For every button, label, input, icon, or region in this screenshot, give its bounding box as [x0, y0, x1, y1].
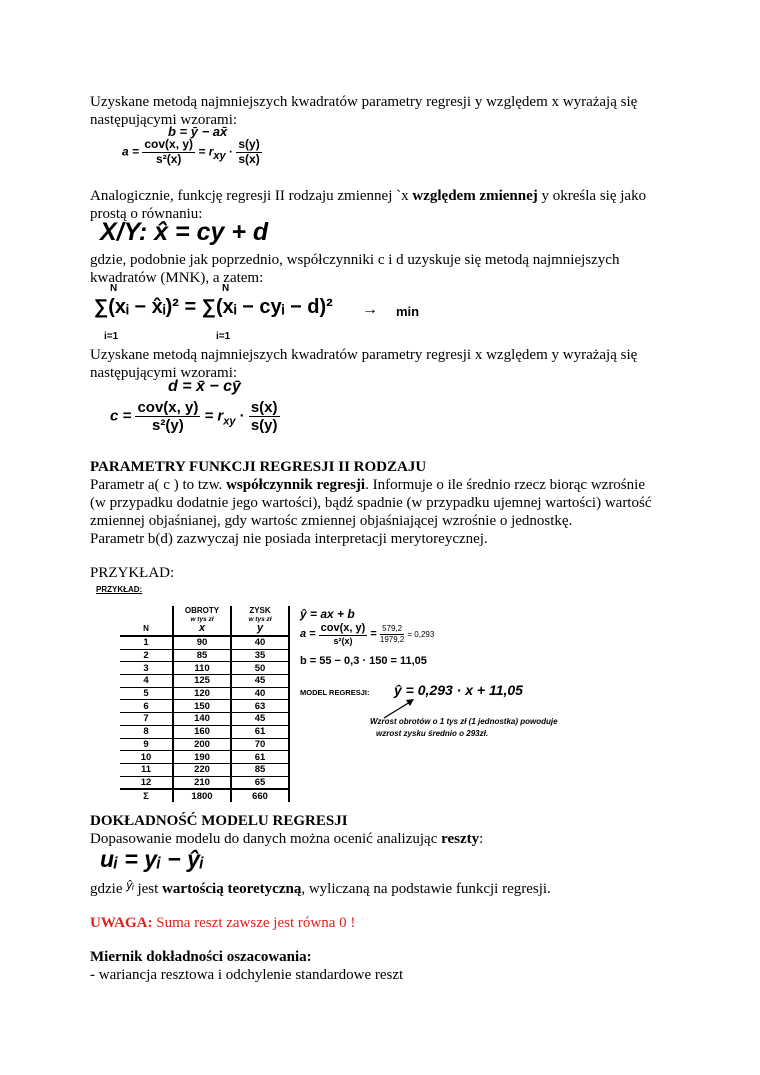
- table-cell: 45: [231, 713, 289, 726]
- table-row: [120, 738, 289, 751]
- heading-parameters: PARAMETRY FUNKCJI REGRESJI II RODZAJU: [90, 459, 427, 475]
- example-label: PRZYKŁAD:: [90, 565, 175, 581]
- para-residuals: Dopasowanie modelu do danych można ocenić analizując reszty:: [90, 831, 484, 847]
- table-cell: 50: [231, 662, 289, 675]
- table-row: [120, 713, 289, 726]
- sum-top-2: N: [222, 283, 230, 294]
- table-cell: 40: [231, 687, 289, 700]
- table-cell: 110: [173, 662, 231, 675]
- table-cell: 4: [120, 675, 173, 688]
- table-cell: Σ: [143, 790, 149, 802]
- table-row: [120, 776, 289, 789]
- table-row: [120, 725, 289, 738]
- para-regression-ii: Analogicznie, funkcję regresji II rodzaju zmiennej `x względem zmiennej y określa się jako: [90, 188, 647, 204]
- table-cell: 40: [231, 636, 289, 649]
- table-cell: 210: [173, 776, 231, 789]
- formula-residual: uᵢ = yᵢ − ŷᵢ: [100, 846, 204, 872]
- heading-accuracy: DOKŁADNOŚĆ MODELU REGRESJI: [90, 813, 348, 829]
- table-cell: 85: [231, 763, 289, 776]
- table-cell: 35: [231, 649, 289, 662]
- table-row: [120, 700, 289, 713]
- warning-text: UWAGA: Suma reszt zawsze jest równa 0 !: [90, 915, 356, 931]
- sum-bottom-2: i=1: [216, 331, 231, 342]
- table-cell: 61: [231, 725, 289, 738]
- table-row: [120, 763, 289, 776]
- table-cell: 8: [120, 725, 173, 738]
- table-cell: 1: [120, 636, 173, 649]
- formula-mnk: ∑(xᵢ − x̂ᵢ)² = ∑(xᵢ − cyᵢ − d)²: [94, 296, 333, 318]
- table-cell: 9: [120, 738, 173, 751]
- para-params-line4: Parametr b(d) zazwyczaj nie posiada interpretacji merytoreycznej.: [90, 531, 488, 547]
- table-cell: 2: [120, 649, 173, 662]
- intro-line-2: następującymi wzorami:: [90, 112, 238, 128]
- table-row: [120, 751, 289, 764]
- table-cell: 125: [173, 675, 231, 688]
- example-table: [120, 606, 290, 802]
- para-x-wrt-y-line2: następującymi wzorami:: [90, 365, 238, 381]
- para-mnk-line1: gdzie, podobnie jak poprzednio, współczynniki c i d uzyskuje się metodą najmniejszych: [90, 252, 620, 268]
- measure-item: - wariancja resztowa i odchylenie standardowe reszt: [90, 967, 404, 983]
- table-cell: 3: [120, 662, 173, 675]
- model-label: MODEL REGRESJI:: [300, 688, 370, 697]
- arrow-icon: →: [362, 301, 378, 318]
- formula-d: d = x̄ − cȳ: [168, 378, 241, 395]
- table-cell: 12: [120, 776, 173, 789]
- table-cell: 61: [231, 751, 289, 764]
- table-sum-row: [120, 789, 289, 802]
- table-cell: 150: [173, 700, 231, 713]
- model-final: ŷ = 0,293 · x + 11,05: [394, 682, 523, 698]
- model-a-calc: a = $\frac{\text{cov(x, y)}}{\text{s²(x)}}$ = $\frac{579,2}{1979,2}$ = 0,293: [300, 622, 435, 646]
- para-params-line2: (w przypadku dodatnie jego wartości), bądź spadnie (w przypadku ujemnej wartości) wartość: [90, 495, 652, 511]
- formula-xy: X/Y: x̂ = cy + d: [100, 218, 269, 246]
- para-mnk-line2: kwadratów (MNK), a zatem:: [90, 270, 264, 286]
- para-x-wrt-y-line1: Uzyskane metodą najmniejszych kwadratów parametry regresji x względem y wyrażają się: [90, 347, 638, 363]
- formula-b: b = ȳ − ax̄: [168, 124, 228, 139]
- table-row: [120, 636, 289, 649]
- table-cell: 6: [120, 700, 173, 713]
- para-regression-ii-line2: prostą o równaniu:: [90, 206, 203, 222]
- table-row: [120, 687, 289, 700]
- table-row: [120, 649, 289, 662]
- table-row: [120, 675, 289, 688]
- formula-a: a = $\frac{\text{cov(x, y)}}{\text{s²(x)}}$ = $r_{xy}$ · $\frac{s(y)}{s(x)}$: [122, 137, 260, 166]
- table-row: [120, 662, 289, 675]
- sum-top-1: N: [110, 283, 118, 294]
- table-cell: 5: [120, 687, 173, 700]
- col-x-header: OBROTY w tys zł x: [173, 606, 231, 636]
- table-cell: 660: [231, 789, 289, 802]
- table-cell: 190: [173, 751, 231, 764]
- table-cell: 200: [173, 738, 231, 751]
- table-cell: 90: [173, 636, 231, 649]
- para-params-line3: zmiennej objaśnianej, gdy wartośc zmiennej objaśniającej wzrośnie o jednostkę.: [90, 513, 573, 529]
- table-cell: 140: [173, 713, 231, 726]
- table-cell: 70: [231, 738, 289, 751]
- formula-mnk-min: min: [396, 304, 420, 319]
- table-cell: 45: [231, 675, 289, 688]
- table-cell: 220: [173, 763, 231, 776]
- table-cell: 160: [173, 725, 231, 738]
- annotation-line-2: wzrost zysku średnio o 293zł.: [376, 729, 489, 738]
- table-cell: 65: [231, 776, 289, 789]
- model-equation: ŷ = ax + b: [300, 607, 355, 621]
- example-title: PRZYKŁAD:: [96, 585, 143, 594]
- table-cell: 120: [173, 687, 231, 700]
- table-cell: 85: [173, 649, 231, 662]
- measure-heading: Miernik dokładności oszacowania:: [90, 949, 312, 965]
- para-theoretical: gdzie $^{ŷᵢ}$ jest wartością teoretyczną, wyliczaną na podstawie funkcji regresji.: [90, 878, 551, 897]
- formula-c: c = $\frac{\text{cov(x, y)}}{\text{s²(y)}}$ = $r_{xy}$ · $\frac{s(x)}{s(y)}$: [110, 399, 278, 435]
- table-cell: 63: [231, 700, 289, 713]
- table-cell: 10: [120, 751, 173, 764]
- sum-bottom-1: i=1: [104, 331, 119, 342]
- model-b-calc: b = 55 − 0,3 · 150 = 11,05: [300, 655, 427, 667]
- para-params-line1: Parametr a( c ) to tzw. współczynnik regresji. Informuje o ile średnio rzecz biorąc wzrośnie: [90, 477, 645, 493]
- col-n-header: N: [120, 606, 173, 636]
- table-cell: 7: [120, 713, 173, 726]
- col-y-header: ZYSK w tys zł y: [231, 606, 289, 636]
- intro-line-1: Uzyskane metodą najmniejszych kwadratów parametry regresji y względem x wyrażają się: [90, 94, 638, 110]
- table-cell: 11: [120, 763, 173, 776]
- annotation-line-1: Wzrost obrotów o 1 tys zł (1 jednostka) powoduje: [370, 717, 558, 726]
- table-cell: 1800: [173, 789, 231, 802]
